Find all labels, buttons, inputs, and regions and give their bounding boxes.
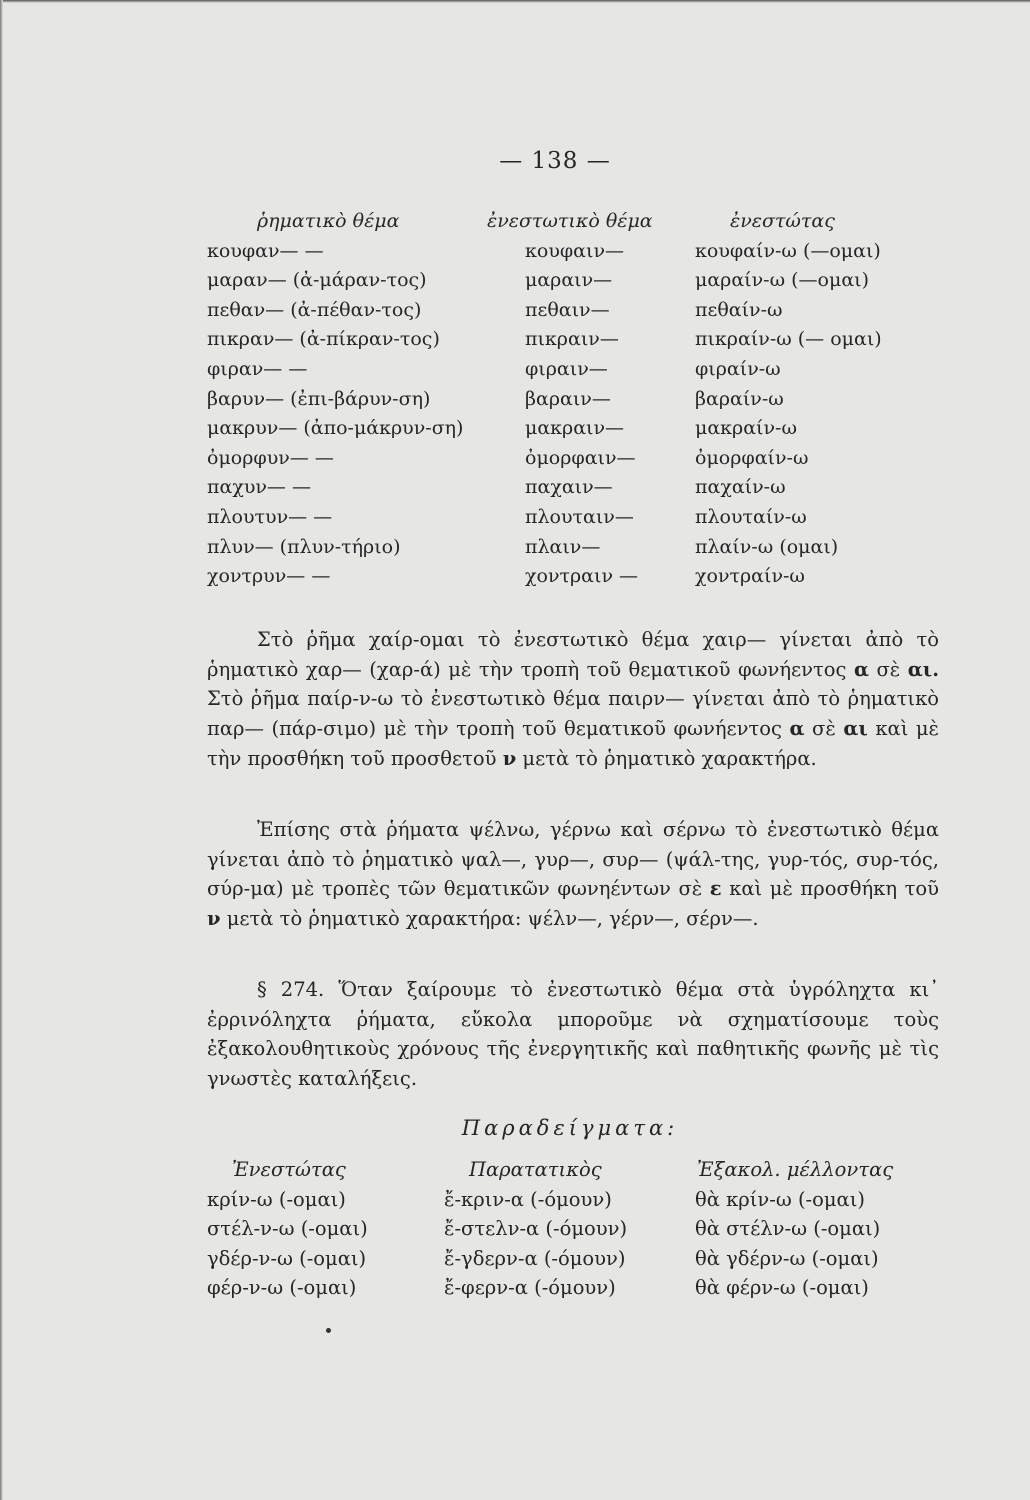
cell-present: κρίν-ω (-ομαι) xyxy=(207,1187,346,1211)
cell-present-stem: φιραιν— xyxy=(525,357,608,380)
header-present: Ἐνεστώτας xyxy=(232,1158,346,1181)
cell-verbal-stem: πλουτυν— — xyxy=(207,505,333,528)
cell-present-tense: μακραίν-ω xyxy=(695,417,797,440)
cell-verbal-stem: πλυν— (πλυν-τήριο) xyxy=(207,535,401,558)
cell-present: στέλ-ν-ω (-ομαι) xyxy=(207,1217,368,1240)
page-edge-left xyxy=(0,0,3,1500)
cell-present-tense: πλουταίν-ω xyxy=(695,505,807,528)
cell-continuous-future: θὰ κρίν-ω (-ομαι) xyxy=(695,1187,865,1211)
cell-present-tense: παχαίν-ω xyxy=(695,476,786,499)
cell-present-stem: μαραιν— xyxy=(525,269,613,292)
examples-heading: Παραδείγματα: xyxy=(461,1116,679,1140)
cell-present-tense: πικραίν-ω (— ομαι) xyxy=(695,328,882,351)
cell-imperfect: ἔ-φερν-α (-όμουν) xyxy=(444,1276,616,1299)
cell-verbal-stem: πεθαν— (ἀ-πέθαν-τος) xyxy=(207,298,422,321)
cell-present-stem: ὀμορφαιν— xyxy=(525,446,636,469)
cell-present: φέρ-ν-ω (-ομαι) xyxy=(207,1276,357,1299)
cell-present-stem: πλαιν— xyxy=(525,535,601,558)
cell-present-tense: χοντραίν-ω xyxy=(695,565,805,588)
cell-present-tense: πλαίν-ω (ομαι) xyxy=(695,535,839,558)
cell-present-stem: μακραιν— xyxy=(525,417,625,440)
cell-verbal-stem: φιραν— — xyxy=(207,357,308,380)
cell-present-stem: πεθαιν— xyxy=(525,298,610,321)
cell-present: γδέρ-ν-ω (-ομαι) xyxy=(207,1246,367,1270)
ink-dot xyxy=(326,1328,331,1333)
cell-verbal-stem: βαρυν— (ἐπι-βάρυν-ση) xyxy=(207,387,431,410)
cell-continuous-future: θὰ γδέρν-ω (-ομαι) xyxy=(695,1246,879,1270)
paragraph-section-274: § 274. Ὅταν ξαίρουμε τὸ ἐνεστωτικὸ θέμα στὰ ὑγρόληχτα κι᾿ ἐρρινόληχτα ῥήματα, εὔκολα μποροῦμε νὰ σχηματίσουμε τοὺς ἐξακολουθητικοὺς χρόνους τῆς ἐνεργητικῆς καὶ παθητικῆς φωνῆς μὲ τὶς γνωστὲς καταλήξεις. xyxy=(207,978,939,1091)
cell-present-stem: πλουταιν— xyxy=(525,505,634,528)
page-number: — 138 — xyxy=(499,148,611,174)
cell-present-stem: πικραιν— xyxy=(525,328,619,351)
cell-continuous-future: θὰ στέλν-ω (-ομαι) xyxy=(695,1217,881,1240)
cell-verbal-stem: χοντρυν— — xyxy=(207,565,331,588)
cell-verbal-stem: παχυν— — xyxy=(207,476,311,499)
cell-present-tense: βαραίν-ω xyxy=(695,387,784,410)
cell-present-tense: φιραίν-ω xyxy=(695,357,781,380)
cell-imperfect: ἔ-στελν-α (-όμουν) xyxy=(444,1217,628,1240)
header-imperfect: Παρατατικὸς xyxy=(469,1158,602,1181)
header-verbal-stem: ῥηματικὸ θέμα xyxy=(257,210,400,232)
header-present-stem: ἐνεστωτικὸ θέμα xyxy=(487,210,653,232)
paragraph-psalno-gerno: Ἐπίσης στὰ ῥήματα ψέλνω, γέρνω καὶ σέρνω τὸ ἐνεστωτικὸ θέμα γίνεται ἀπὸ τὸ ῥηματικὸ ψαλ—, γυρ—, συρ— (ψάλ-της, γυρ-τός, συρ-τός, σύρ-μα) μὲ τροπὲς τῶν θεματικῶν φωνηέντων σὲ ε καὶ μὲ προσθήκη τοῦ ν μετὰ τὸ ῥηματικὸ χαρακτήρα: ψέλν—, γέρν—, σέρν—. xyxy=(207,818,939,931)
paragraph-present-stem-change: Στὸ ῥῆμα χαίρ-ομαι τὸ ἐνεστωτικὸ θέμα χαιρ— γίνεται ἀπὸ τὸ ῥηματικὸ χαρ— (χαρ-ά) μὲ τὴν τροπὴ τοῦ θεματικοῦ φωνήεντος α σὲ αι. Στὸ ῥῆμα παίρ-ν-ω τὸ ἐνεστωτικὸ θέμα παιρν— γίνεται ἀπὸ τὸ ῥηματικὸ παρ— (πάρ-σιμο) μὲ τὴν τροπὴ τοῦ θεματικοῦ φωνήεντος α σὲ αι καὶ μὲ τὴν προσθήκη τοῦ προσθετοῦ ν μετὰ τὸ ῥηματικὸ χαρακτήρα. xyxy=(207,628,940,770)
cell-present-stem: παχαιν— xyxy=(525,476,613,499)
cell-present-stem: κουφαιν— xyxy=(525,239,624,262)
cell-verbal-stem: μαραν— (ἀ-μάραν-τος) xyxy=(207,269,427,292)
cell-continuous-future: θὰ φέρν-ω (-ομαι) xyxy=(695,1276,869,1299)
cell-present-stem: βαραιν— xyxy=(525,387,611,410)
cell-verbal-stem: πικραν— (ἀ-πίκραν-τος) xyxy=(207,328,440,351)
cell-present-stem: χοντραιν — xyxy=(525,565,639,588)
cell-imperfect: ἔ-γδερν-α (-όμουν) xyxy=(444,1246,626,1270)
cell-verbal-stem: ὀμορφυν— — xyxy=(207,446,334,469)
cell-present-tense: κουφαίν-ω (—ομαι) xyxy=(695,239,881,262)
cell-present-tense: πεθαίν-ω xyxy=(695,298,783,321)
cell-verbal-stem: κουφαν— — xyxy=(207,239,324,262)
cell-present-tense: ὀμορφαίν-ω xyxy=(695,446,809,469)
page-edge-top xyxy=(0,0,1030,3)
header-present-tense: ἐνεστώτας xyxy=(730,210,835,232)
cell-present-tense: μαραίν-ω (—ομαι) xyxy=(695,269,870,292)
cell-imperfect: ἔ-κριν-α (-όμουν) xyxy=(444,1187,612,1211)
header-continuous-future: Ἐξακολ. μέλλοντας xyxy=(697,1158,894,1181)
cell-verbal-stem: μακρυν— (ἀπο-μάκρυν-ση) xyxy=(207,417,464,440)
